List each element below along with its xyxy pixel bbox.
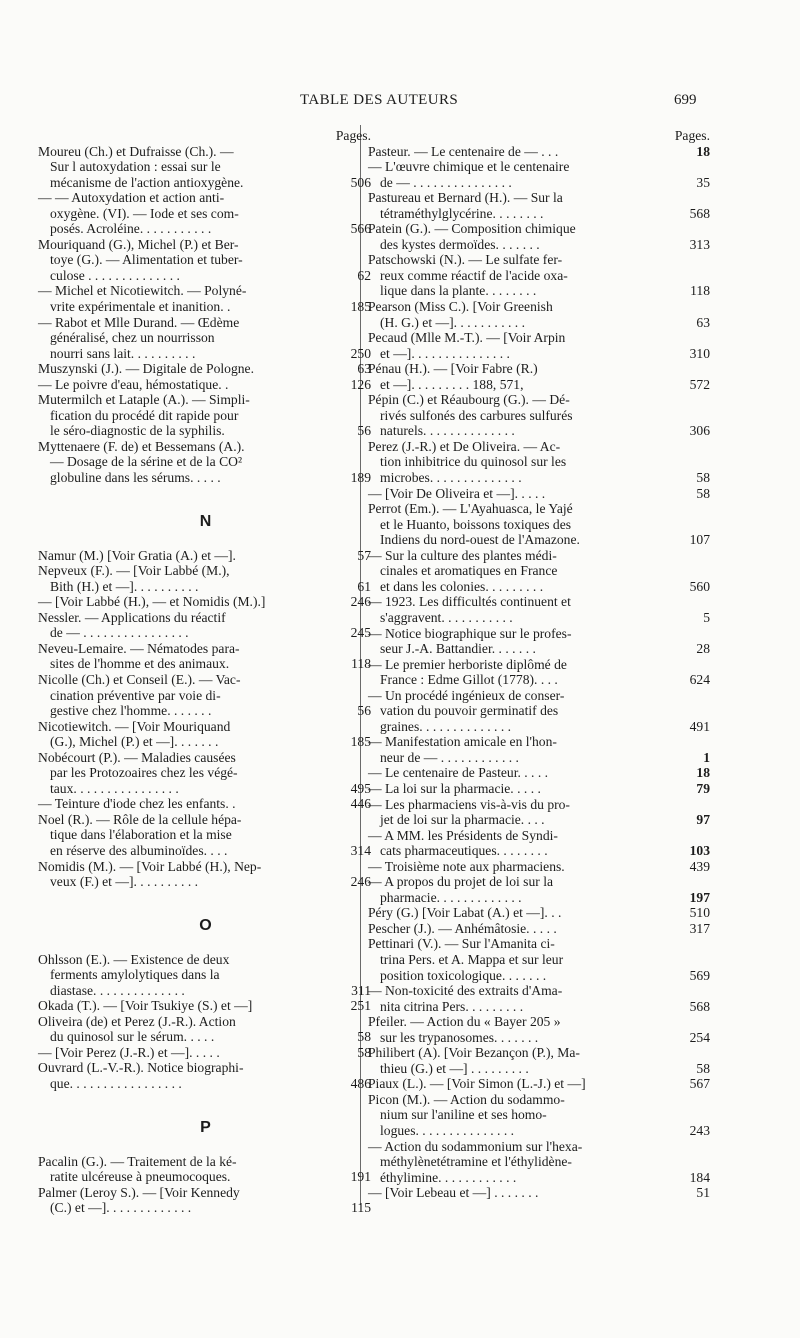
entry-line: Pacalin (G.). — Traitement de la ké- xyxy=(38,1153,237,1169)
entry-line: Picon (M.). — Action du sodammo- xyxy=(368,1091,565,1107)
index-entry xyxy=(368,765,712,781)
index-entry xyxy=(368,548,712,595)
entry-page-number: 1 xyxy=(703,749,710,765)
entry-line: — — Autoxydation et action anti- xyxy=(38,190,225,206)
entry-page-number: 311 xyxy=(351,982,371,998)
entry-line: Neveu-Lemaire. — Nématodes para- xyxy=(38,640,240,656)
section-gap xyxy=(38,486,373,512)
entry-page-number: 246 xyxy=(350,594,371,610)
entry-line: et —]. . . . . . . . . . . . . . . xyxy=(380,345,510,361)
index-entry xyxy=(38,998,373,1014)
entry-page-number: 245 xyxy=(350,625,371,641)
entry-line: s'aggravent. . . . . . . . . . . xyxy=(380,609,513,625)
entry-line: Philibert (A). [Voir Bezançon (P.), Ma- xyxy=(368,1045,580,1061)
entry-line: naturels. . . . . . . . . . . . . . xyxy=(380,423,515,439)
index-entry xyxy=(368,501,712,548)
index-entry xyxy=(38,1014,373,1045)
index-entry xyxy=(38,796,373,812)
section-p-continued-entries xyxy=(368,144,712,1201)
index-entry xyxy=(368,159,712,190)
index-entry xyxy=(368,1092,712,1139)
entry-line: — Non-toxicité des extraits d'Ama- xyxy=(368,983,563,999)
entry-line: généralisé, chez un nourrisson xyxy=(50,330,215,346)
entry-line: Nicolle (Ch.) et Conseil (E.). — Vac- xyxy=(38,671,241,687)
entry-page-number: 58 xyxy=(696,485,710,501)
index-entry xyxy=(368,594,712,625)
entry-line: Namur (M.) [Voir Gratia (A.) et —]. xyxy=(38,547,236,563)
entry-line: en réserve des albuminoïdes. . . . xyxy=(50,842,228,858)
index-entry xyxy=(368,936,712,983)
entry-line: du quinosol sur le sérum. . . . . xyxy=(50,1029,215,1045)
entry-line: nourri sans lait. . . . . . . . . . xyxy=(50,345,196,361)
index-entry xyxy=(368,439,712,486)
index-entry xyxy=(38,672,373,719)
entry-line: et dans les colonies. . . . . . . . . xyxy=(380,578,544,594)
entry-line: thieu (G.) et —] . . . . . . . . . xyxy=(380,1060,529,1076)
entry-line: (C.) et —]. . . . . . . . . . . . . xyxy=(50,1200,192,1216)
entry-line: Oliveira (de) et Perez (J.-R.). Action xyxy=(38,1013,236,1029)
entry-line: — A MM. les Présidents de Syndi- xyxy=(368,827,558,843)
entry-page-number: 103 xyxy=(689,843,710,859)
entry-page-number: 118 xyxy=(690,283,710,299)
entry-line: tion inhibitrice du quinosol sur les xyxy=(380,454,567,470)
index-entry xyxy=(368,486,712,502)
entry-line: (H. G.) et —]. . . . . . . . . . . xyxy=(380,314,525,330)
entry-page-number: 28 xyxy=(696,641,710,657)
entry-line: Pépin (C.) et Réaubourg (G.). — Dé- xyxy=(368,392,570,408)
entry-page-number: 63 xyxy=(357,361,371,377)
pages-label: Pages. xyxy=(335,128,371,143)
entry-page-number: 243 xyxy=(689,1123,710,1138)
entry-page-number: 569 xyxy=(689,967,710,983)
entry-page-number: 572 xyxy=(689,376,710,392)
entry-line: seur J.-A. Battandier. . . . . . . xyxy=(380,641,536,657)
entry-page-number: 107 xyxy=(689,532,710,548)
index-entry xyxy=(368,859,712,875)
entry-line: taux. . . . . . . . . . . . . . . . xyxy=(50,780,179,796)
entry-line: — [Voir Labbé (H.), — et Nomidis (M.).] xyxy=(38,594,266,610)
entry-page-number: 185 xyxy=(350,299,371,315)
entry-line: — La loi sur la pharmacie. . . . . xyxy=(368,780,541,796)
entry-page-number: 118 xyxy=(351,656,371,672)
index-entry xyxy=(38,594,373,610)
index-entry xyxy=(368,252,712,299)
index-entry xyxy=(38,610,373,641)
section-gap xyxy=(38,936,373,952)
index-entry xyxy=(38,392,373,439)
index-entry xyxy=(368,1045,712,1076)
entry-line: veux (F.) et —]. . . . . . . . . . xyxy=(50,874,199,890)
entry-line: de — . . . . . . . . . . . . . . . . xyxy=(50,625,189,641)
entry-page-number: 61 xyxy=(357,578,371,594)
entry-page-number: 115 xyxy=(351,1200,371,1216)
entry-line: Pettinari (V.). — Sur l'Amanita ci- xyxy=(368,936,555,952)
entry-line: vation du pouvoir germinatif des xyxy=(380,703,559,719)
index-entry xyxy=(368,688,712,735)
entry-page-number: 62 xyxy=(357,267,371,283)
entry-line: sur les trypanosomes. . . . . . . xyxy=(380,1029,539,1045)
running-title: TABLE DES AUTEURS xyxy=(300,92,459,108)
index-entry xyxy=(38,563,373,594)
entry-line: Pasteur. — Le centenaire de — . . . xyxy=(368,143,559,159)
entry-line: Nicotiewitch. — [Voir Mouriquand xyxy=(38,718,231,734)
entry-line: Bith (H.) et —]. . . . . . . . . . xyxy=(50,578,199,594)
entry-page-number: 97 xyxy=(696,812,710,828)
entry-line: Pastureau et Bernard (H.). — Sur la xyxy=(368,190,563,206)
entry-page-number: 560 xyxy=(689,578,710,594)
index-entry xyxy=(368,874,712,905)
entry-line: — [Voir De Oliveira et —]. . . . . xyxy=(368,485,546,501)
entry-line: — Action du sodammonium sur l'hexa- xyxy=(368,1138,583,1154)
entry-line: — Notice biographique sur le profes- xyxy=(368,625,572,641)
index-entry xyxy=(368,797,712,828)
index-entry xyxy=(38,1060,373,1091)
entry-line: Nobécourt (P.). — Maladies causées xyxy=(38,749,236,765)
entry-line: — Rabot et Mlle Durand. — Œdème xyxy=(38,314,240,330)
index-entry xyxy=(38,952,373,999)
entry-line: lique dans la plante. . . . . . . . xyxy=(380,283,537,299)
entry-line: sites de l'homme et des animaux. xyxy=(50,656,230,672)
entry-line: France : Edme Gillot (1778). . . . xyxy=(380,672,558,688)
section-p-entries xyxy=(38,1154,373,1216)
entry-page-number: 58 xyxy=(696,470,710,486)
entry-page-number: 18 xyxy=(696,765,710,781)
entry-line: Pearson (Miss C.). [Voir Greenish xyxy=(368,299,553,315)
entry-line: Piaux (L.). — [Voir Simon (L.-J.) et —] xyxy=(368,1076,586,1092)
entry-line: — 1923. Les difficultés continuent et xyxy=(368,594,571,610)
entry-line: Nomidis (M.). — [Voir Labbé (H.), Nep- xyxy=(38,858,262,874)
right-column xyxy=(368,128,712,1201)
entry-line: microbes. . . . . . . . . . . . . . xyxy=(380,470,522,486)
entry-line: méthylènetétramine et l'éthylidène- xyxy=(380,1154,572,1170)
entry-page-number: 495 xyxy=(350,780,371,796)
entry-page-number: 306 xyxy=(689,423,710,439)
section-n-entries xyxy=(38,548,373,890)
section-m-entries xyxy=(38,144,373,486)
entry-line: et le Huanto, boissons toxiques des xyxy=(380,516,572,532)
entry-page-number: 446 xyxy=(350,796,371,812)
index-entry xyxy=(368,905,712,921)
entry-line: nita citrina Pers. . . . . . . . . xyxy=(380,998,524,1014)
entry-line: Ouvrard (L.-V.-R.). Notice biographi- xyxy=(38,1060,244,1076)
entry-line: jet de loi sur la pharmacie. . . . xyxy=(380,812,545,828)
page-header xyxy=(0,92,800,112)
entry-line: — A propos du projet de loi sur la xyxy=(368,874,554,890)
section-o-entries xyxy=(38,952,373,1092)
entry-page-number: 624 xyxy=(689,672,710,688)
index-entry xyxy=(38,361,373,377)
entry-line: Perez (J.-R.) et De Oliveira. — Ac- xyxy=(368,438,561,454)
entry-page-number: 58 xyxy=(357,1044,371,1060)
entry-line: culose . . . . . . . . . . . . . . xyxy=(50,267,180,283)
entry-page-number: 56 xyxy=(357,423,371,439)
index-entry xyxy=(38,859,373,890)
entry-line: pharmacie. . . . . . . . . . . . . xyxy=(380,889,522,905)
entry-line: globuline dans les sérums. . . . . xyxy=(50,470,221,486)
entry-page-number: 126 xyxy=(350,376,371,392)
entry-line: tique dans l'élaboration et la mise xyxy=(50,827,232,843)
entry-page-number: 491 xyxy=(689,718,710,734)
index-entry xyxy=(368,734,712,765)
entry-page-number: 254 xyxy=(689,1029,710,1045)
index-entry xyxy=(38,812,373,859)
index-entry xyxy=(38,439,373,486)
letter-heading-p: P xyxy=(200,1118,211,1136)
entry-line: Patein (G.). — Composition chimique xyxy=(368,221,576,237)
index-entry xyxy=(368,781,712,797)
entry-line: — Michel et Nicotiewitch. — Polyné- xyxy=(38,283,247,299)
entry-page-number: 58 xyxy=(357,1029,371,1045)
entry-page-number: 79 xyxy=(696,780,710,796)
pages-label: Pages. xyxy=(674,128,710,143)
entry-line: Myttenaere (F. de) et Bessemans (A.). xyxy=(38,438,245,454)
entry-line: par les Protozoaires chez les végé- xyxy=(50,765,238,781)
entry-page-number: 314 xyxy=(350,842,371,858)
index-entry xyxy=(368,392,712,439)
entry-page-number: 251 xyxy=(350,998,371,1014)
index-entry xyxy=(38,641,373,672)
section-gap xyxy=(38,1092,373,1118)
entry-line: cinales et aromatiques en France xyxy=(380,563,558,579)
entry-line: rivés sulfonés des carbures sulfurés xyxy=(380,407,573,423)
entry-line: que. . . . . . . . . . . . . . . . . xyxy=(50,1075,182,1091)
index-entry xyxy=(368,983,712,1014)
entry-line: — [Voir Lebeau et —] . . . . . . . xyxy=(368,1185,539,1201)
entry-line: — Un procédé ingénieux de conser- xyxy=(368,687,565,703)
entry-line: Patschowski (N.). — Le sulfate fer- xyxy=(368,252,563,268)
entry-line: Nepveux (F.). — [Voir Labbé (M.), xyxy=(38,563,230,579)
section-gap xyxy=(38,532,373,548)
entry-line: — Sur la culture des plantes médi- xyxy=(368,547,557,563)
index-entry xyxy=(38,1154,373,1185)
entry-line: le séro-diagnostic de la syphilis. xyxy=(50,423,225,439)
entry-line: — [Voir Perez (J.-R.) et —]. . . . . xyxy=(38,1044,220,1060)
entry-page-number: 566 xyxy=(350,221,371,237)
entry-line: cats pharmaceutiques. . . . . . . . xyxy=(380,843,548,859)
index-entry xyxy=(368,1185,712,1201)
entry-line: Mutermilch et Lataple (A.). — Simpli- xyxy=(38,392,250,408)
entry-page-number: 63 xyxy=(696,314,710,330)
entry-page-number: 250 xyxy=(350,345,371,361)
entry-line: reux comme réactif de l'acide oxa- xyxy=(380,267,568,283)
entry-line: Okada (T.). — [Voir Tsukiye (S.) et —] xyxy=(38,998,253,1014)
entry-line: Moureu (Ch.) et Dufraisse (Ch.). — xyxy=(38,143,234,159)
index-entry xyxy=(368,626,712,657)
entry-line: Mouriquand (G.), Michel (P.) et Ber- xyxy=(38,236,239,252)
entry-page-number: 246 xyxy=(350,874,371,890)
entry-page-number: 51 xyxy=(696,1185,710,1201)
index-entry xyxy=(368,361,712,392)
entry-line: graines. . . . . . . . . . . . . . xyxy=(380,718,512,734)
index-entry xyxy=(38,283,373,314)
index-entry xyxy=(368,1139,712,1186)
entry-line: tétraméthylglycérine. . . . . . . . xyxy=(380,205,544,221)
entry-line: — Le centenaire de Pasteur. . . . . xyxy=(368,765,549,781)
section-gap xyxy=(38,890,373,916)
entry-line: toye (G.). — Alimentation et tuber- xyxy=(50,252,243,268)
index-entry xyxy=(38,1185,373,1216)
entry-line: des kystes dermoïdes. . . . . . . xyxy=(380,236,540,252)
index-entry xyxy=(368,144,712,160)
index-entry xyxy=(38,190,373,237)
entry-page-number: 18 xyxy=(696,143,710,159)
index-entry xyxy=(38,315,373,362)
entry-page-number: 310 xyxy=(689,345,710,361)
entry-line: Perrot (Em.). — L'Ayahuasca, le Yajé xyxy=(368,501,573,517)
entry-page-number: 184 xyxy=(689,1169,710,1185)
entry-line: — Les pharmaciens vis-à-vis du pro- xyxy=(368,796,570,812)
entry-line: trina Pers. et A. Mappa et sur leur xyxy=(380,951,564,967)
entry-page-number: 568 xyxy=(689,205,710,221)
entry-line: Pecaud (Mlle M.-T.). — [Voir Arpin xyxy=(368,330,566,346)
entry-line: position toxicologique. . . . . . . xyxy=(380,967,547,983)
entry-line: — Troisième note aux pharmaciens. xyxy=(368,858,565,874)
index-entry xyxy=(368,299,712,330)
entry-line: Noel (R.). — Rôle de la cellule hépa- xyxy=(38,811,242,827)
entry-line: mécanisme de l'action antioxygène. xyxy=(50,174,244,190)
entry-line: Palmer (Leroy S.). — [Voir Kennedy xyxy=(38,1184,240,1200)
entry-line: — Manifestation amicale en l'hon- xyxy=(368,734,557,750)
entry-line: Pfeiler. — Action du « Bayer 205 » xyxy=(368,1014,561,1030)
index-entry xyxy=(38,237,373,284)
entry-line: Péry (G.) [Voir Labat (A.) et —]. . . xyxy=(368,905,562,921)
entry-line: vrite expérimentale et inanition. . xyxy=(50,299,231,315)
entry-page-number: 56 xyxy=(357,703,371,719)
entry-line: Ohlsson (E.). — Existence de deux xyxy=(38,951,230,967)
index-entry xyxy=(38,144,373,191)
index-entry xyxy=(38,1045,373,1061)
entry-line: de — . . . . . . . . . . . . . . . xyxy=(380,174,512,190)
index-entry xyxy=(368,221,712,252)
entry-line: posés. Acroléine. . . . . . . . . . . xyxy=(50,221,212,237)
entry-page-number: 189 xyxy=(350,470,371,486)
entry-line: Muszynski (J.). — Digitale de Pologne. xyxy=(38,361,254,377)
index-entry xyxy=(38,750,373,797)
entry-line: — Le poivre d'eau, hémostatique. . xyxy=(38,376,229,392)
entry-page-number: 197 xyxy=(689,889,710,905)
entry-line: ferments amylolytiques dans la xyxy=(50,967,220,983)
entry-line: nium sur l'aniline et ses homo- xyxy=(380,1107,547,1123)
index-entry xyxy=(368,1076,712,1092)
index-entry xyxy=(38,719,373,750)
index-entry xyxy=(38,377,373,393)
entry-page-number: 317 xyxy=(689,920,710,936)
entry-page-number: 313 xyxy=(689,236,710,252)
entry-line: — Teinture d'iode chez les enfants. . xyxy=(38,796,236,812)
index-entry xyxy=(368,657,712,688)
entry-page-number: 5 xyxy=(703,609,710,625)
index-entry xyxy=(368,330,712,361)
entry-page-number: 439 xyxy=(689,858,710,874)
index-entry xyxy=(368,828,712,859)
entry-line: neur de — . . . . . . . . . . . . xyxy=(380,749,519,765)
left-column xyxy=(38,128,373,1216)
entry-line: Pénau (H.). — [Voir Fabre (R.) xyxy=(368,361,538,377)
entry-line: Nessler. — Applications du réactif xyxy=(38,609,226,625)
letter-heading-o: O xyxy=(199,916,212,934)
entry-page-number: 568 xyxy=(689,998,710,1014)
entry-line: logues. . . . . . . . . . . . . . . xyxy=(380,1123,515,1138)
entry-line: diastase. . . . . . . . . . . . . . xyxy=(50,982,185,998)
entry-line: — Dosage de la sérine et de la CO² xyxy=(50,454,243,470)
index-entry xyxy=(368,190,712,221)
entry-page-number: 567 xyxy=(689,1076,710,1092)
entry-line: Pescher (J.). — Anhémâtosie. . . . . xyxy=(368,920,557,936)
entry-page-number: 58 xyxy=(696,1060,710,1076)
entry-line: oxygène. (VI). — Iode et ses com- xyxy=(50,205,239,221)
entry-line: ratite ulcéreuse à pneumocoques. xyxy=(50,1169,231,1185)
index-entry xyxy=(368,1014,712,1045)
entry-line: cination préventive par voie di- xyxy=(50,687,221,703)
index-entry xyxy=(38,548,373,564)
entry-line: (G.), Michel (P.) et —]. . . . . . . xyxy=(50,734,219,750)
entry-page-number: 506 xyxy=(350,174,371,190)
entry-line: fication du procédé dit rapide pour xyxy=(50,407,239,423)
entry-page-number: 486 xyxy=(350,1075,371,1091)
entry-line: — L'œuvre chimique et le centenaire xyxy=(368,159,570,175)
entry-page-number: 191 xyxy=(350,1169,371,1185)
letter-heading-n: N xyxy=(199,512,212,530)
entry-line: gestive chez l'homme. . . . . . . xyxy=(50,703,212,719)
entry-line: éthylimine. . . . . . . . . . . . xyxy=(380,1169,517,1185)
entry-page-number: 185 xyxy=(350,734,371,750)
page-number: 699 xyxy=(674,92,697,108)
entry-line: et —]. . . . . . . . . 188, 571, xyxy=(380,376,524,392)
entry-page-number: 510 xyxy=(689,905,710,921)
section-gap xyxy=(38,1138,373,1154)
entry-line: Sur l autoxydation : essai sur le xyxy=(50,159,221,175)
entry-page-number: 35 xyxy=(696,174,710,190)
entry-page-number: 57 xyxy=(357,547,371,563)
entry-line: — Le premier herboriste diplômé de xyxy=(368,656,567,672)
entry-line: Indiens du nord-ouest de l'Amazone. xyxy=(380,532,580,548)
index-entry xyxy=(368,921,712,937)
